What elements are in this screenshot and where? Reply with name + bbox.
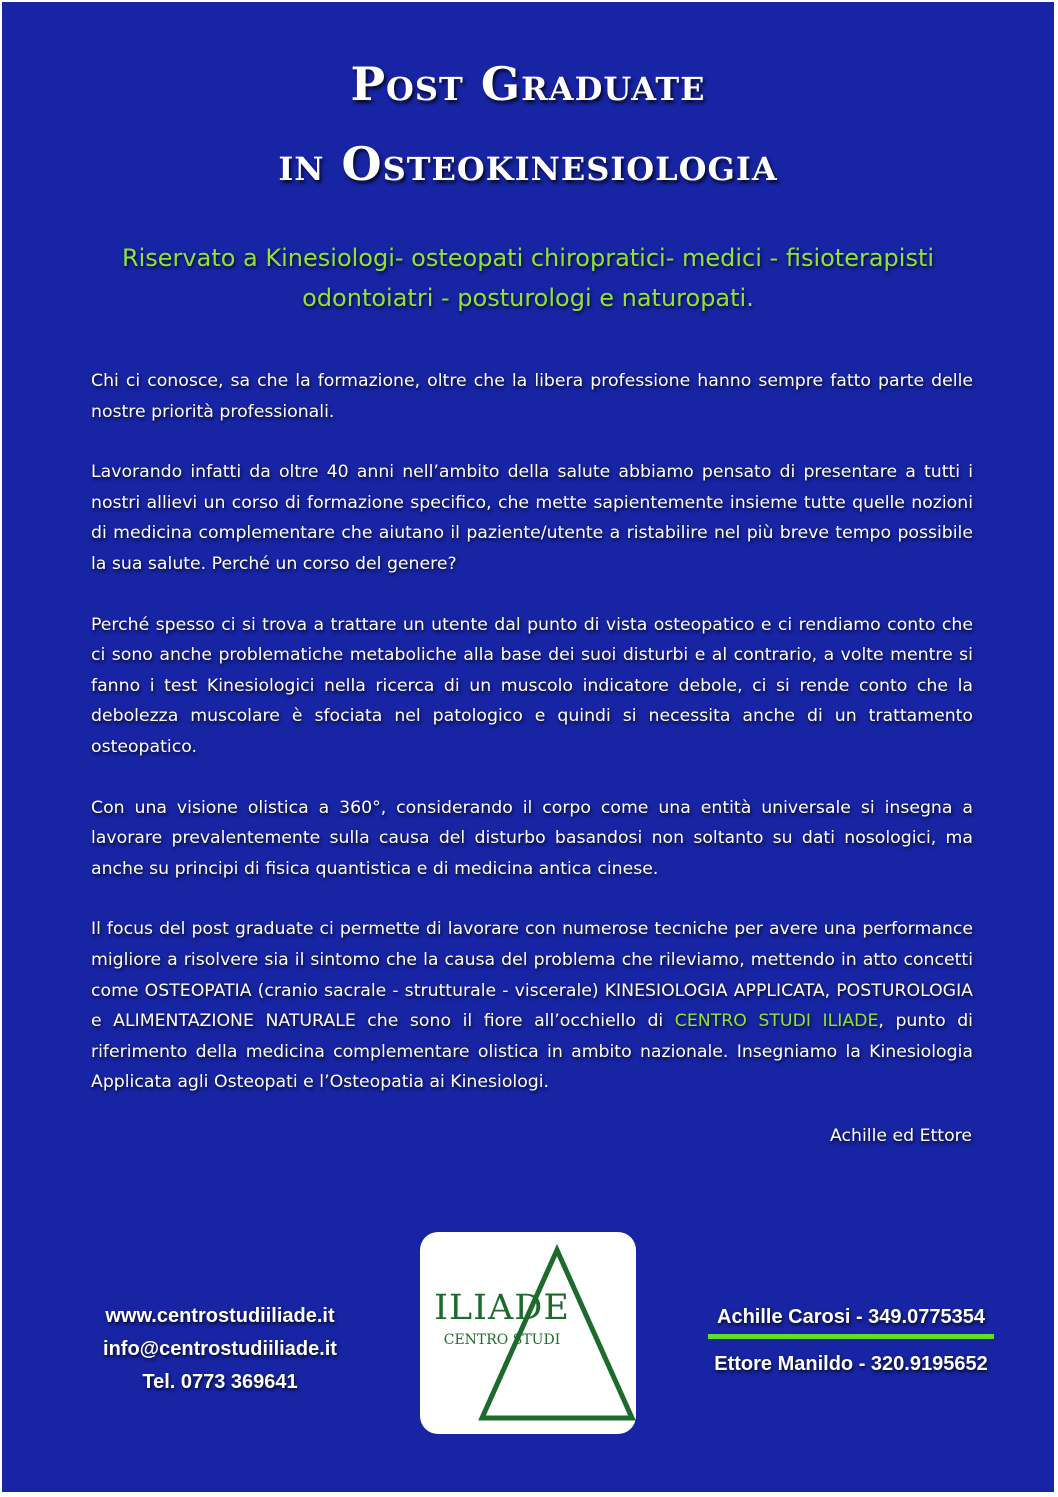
audience-line-1: Riservato a Kinesiologi- osteopati chiropratici- medici - fisioterapisti <box>121 244 935 272</box>
contact-ettore: Ettore Manildo - 320.9195652 <box>714 1353 988 1375</box>
contact-achille: Achille Carosi - 349.0775354 <box>717 1306 985 1328</box>
signature: Achille ed Ettore <box>830 1126 972 1146</box>
paragraph-4: Con una visione olistica a 360°, considerando il corpo come una entità universale si insegna a lavorare prevalentemente sulla causa del disturbo basandosi non soltanto su dati nosologici, ma anche su principi di fisica quantistica e di medicina antica cinese. <box>91 797 973 879</box>
title-line-1: Post Graduate <box>350 57 706 111</box>
body-text <box>91 366 973 1128</box>
phone-number: Tel. 0773 369641 <box>142 1371 298 1393</box>
page <box>2 2 1054 1492</box>
centro-studi-highlight: CENTRO STUDI ILIADE <box>674 1011 879 1032</box>
paragraph-1: Chi ci conosce, sa che la formazione, oltre che la libera professione hanno sempre fatto parte delle nostre priorità professionali. <box>91 371 973 422</box>
website-link[interactable]: www.centrostudiiliade.it <box>105 1305 335 1327</box>
paragraph-5 <box>91 914 973 1098</box>
email-link[interactable]: info@centrostudiiliade.it <box>103 1338 337 1360</box>
contact-info-right <box>708 1302 994 1379</box>
green-divider <box>708 1334 994 1339</box>
paragraph-5-end: , punto di riferimento della medicina complementare olistica in ambito nazionale. Insegniamo la Kinesiologia Applicata agli Osteopati e l’Osteopatia ai Kinesiologi. <box>91 1011 973 1093</box>
paragraph-2: Lavorando infatti da oltre 40 anni nell’ambito della salute abbiamo pensato di presentare a tutti i nostri allievi un corso di formazione specifico, che mette sapientemente insieme tutte quelle nozioni di medicina complementare che aiutano il paziente/utente a ristabilire nel più breve tempo possibile la sua salute. Perché un corso del genere? <box>91 462 973 574</box>
audience-line-2: odontoiatri - posturologi e naturopati. <box>302 284 754 312</box>
iliade-logo <box>420 1232 636 1434</box>
logo-subtitle: CENTRO STUDI <box>443 1332 561 1348</box>
contact-info-left <box>90 1300 350 1399</box>
paragraph-3: Perché spesso ci si trova a trattare un utente dal punto di vista osteopatico e ci rendiamo conto che ci sono anche problematiche metaboliche alla base dei suoi disturbi e al contrario, a volte mentre si fanno i test Kinesiologici nella ricerca di un muscolo indicatore debole, ci si rende conto che la debolezza muscolare è sfociata nel patologico e quindi si necessita anche di un trattamento osteopatico. <box>91 614 973 757</box>
title-line-2: in Osteokinesiologia <box>278 137 778 191</box>
paragraph-5-start: Il focus del post graduate ci permette di lavorare con numerose tecniche per avere una performance migliore a risolvere sia il sintomo che la causa del problema che rileviamo, mettendo in atto concetti come OSTEOPATIA (cranio sacrale - strutturale - viscerale) KINESIOLOGIA APPLICATA, POSTUROLOGIA e ALIMENTAZIONE NATURALE che sono il fiore all’occhiello di <box>91 919 973 1032</box>
logo-name: ILIADE <box>434 1288 570 1328</box>
